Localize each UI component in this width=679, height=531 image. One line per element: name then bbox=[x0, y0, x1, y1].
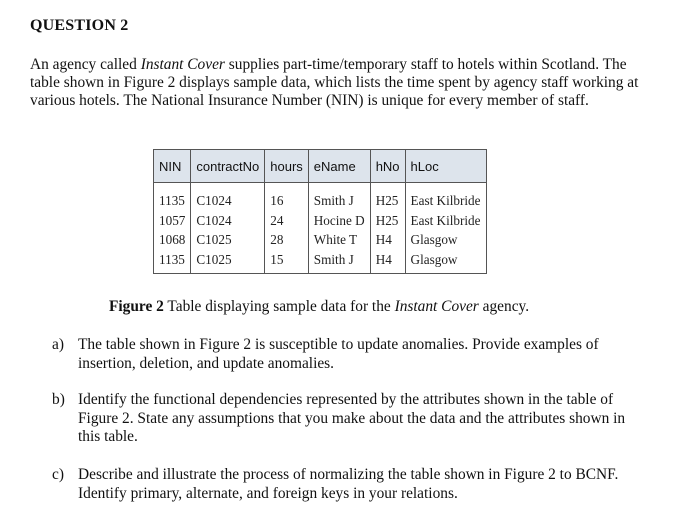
table-cell: H25 bbox=[370, 183, 405, 211]
table-cell: 1135 bbox=[154, 250, 191, 274]
table-cell: Hocine D bbox=[308, 211, 370, 231]
question-b-label: b) bbox=[52, 391, 65, 408]
intro-text-1: An agency called bbox=[30, 56, 141, 73]
caption-end: agency. bbox=[478, 298, 530, 315]
table-cell: 24 bbox=[265, 211, 309, 231]
table-cell: East Kilbride bbox=[405, 211, 486, 231]
table-cell: East Kilbride bbox=[405, 183, 486, 211]
table-cell: 1057 bbox=[154, 211, 191, 231]
figure-label: Figure 2 bbox=[109, 298, 164, 315]
col-header-hloc: hLoc bbox=[405, 150, 486, 183]
question-a bbox=[52, 336, 632, 373]
question-a-text: The table shown in Figure 2 is susceptible to update anomalies. Provide examples of insertion, deletion, and update anomalies. bbox=[78, 336, 599, 372]
col-header-nin: NIN bbox=[154, 150, 191, 183]
table-cell: C1024 bbox=[191, 183, 265, 211]
question-heading: QUESTION 2 bbox=[30, 17, 129, 34]
question-c bbox=[52, 466, 632, 503]
table-cell: 16 bbox=[265, 183, 309, 211]
col-header-contractno: contractNo bbox=[191, 150, 265, 183]
question-a-label: a) bbox=[52, 336, 64, 353]
table-cell: C1025 bbox=[191, 250, 265, 274]
table-cell: 15 bbox=[265, 250, 309, 274]
table-cell: H25 bbox=[370, 211, 405, 231]
table-row bbox=[154, 230, 487, 250]
table-header-row bbox=[154, 150, 487, 183]
table-cell: White T bbox=[308, 230, 370, 250]
question-c-label: c) bbox=[52, 466, 64, 483]
agency-name: Instant Cover bbox=[140, 56, 225, 73]
table-cell: C1024 bbox=[191, 211, 265, 231]
caption-text: Table displaying sample data for the bbox=[163, 298, 395, 315]
sample-data-table bbox=[153, 149, 487, 274]
table-row bbox=[154, 183, 487, 211]
table-cell: 1135 bbox=[154, 183, 191, 211]
table-cell: Glasgow bbox=[405, 250, 486, 274]
table-cell: H4 bbox=[370, 250, 405, 274]
table-row bbox=[154, 250, 487, 274]
col-header-hours: hours bbox=[265, 150, 309, 183]
table-cell: Smith J bbox=[308, 183, 370, 211]
table-cell: 28 bbox=[265, 230, 309, 250]
col-header-ename: eName bbox=[308, 150, 370, 183]
caption-agency-name: Instant Cover bbox=[394, 298, 479, 315]
table-cell: H4 bbox=[370, 230, 405, 250]
table-cell: Smith J bbox=[308, 250, 370, 274]
question-c-text: Describe and illustrate the process of normalizing the table shown in Figure 2 to BCNF. Identify primary, alternate, and foreign keys in your relations. bbox=[78, 466, 619, 502]
col-header-hno: hNo bbox=[370, 150, 405, 183]
table-cell: Glasgow bbox=[405, 230, 486, 250]
intro-text-2: supplies part-time/temporary staff to hotels within Scotland. The table shown in Figure 2 displays sample data, which lists the time spent by agency staff working at various hotels. The National Insurance Number (NIN) is unique for every member of staff. bbox=[30, 56, 639, 110]
question-b-text: Identify the functional dependencies represented by the attributes shown in the table of Figure 2. State any assumptions that you make about the data and the attributes shown in this table. bbox=[78, 391, 626, 445]
table-cell: 1068 bbox=[154, 230, 191, 250]
figure-caption bbox=[109, 298, 529, 316]
intro-paragraph bbox=[30, 56, 645, 111]
table-row bbox=[154, 211, 487, 231]
table-cell: C1025 bbox=[191, 230, 265, 250]
question-b bbox=[52, 391, 632, 447]
